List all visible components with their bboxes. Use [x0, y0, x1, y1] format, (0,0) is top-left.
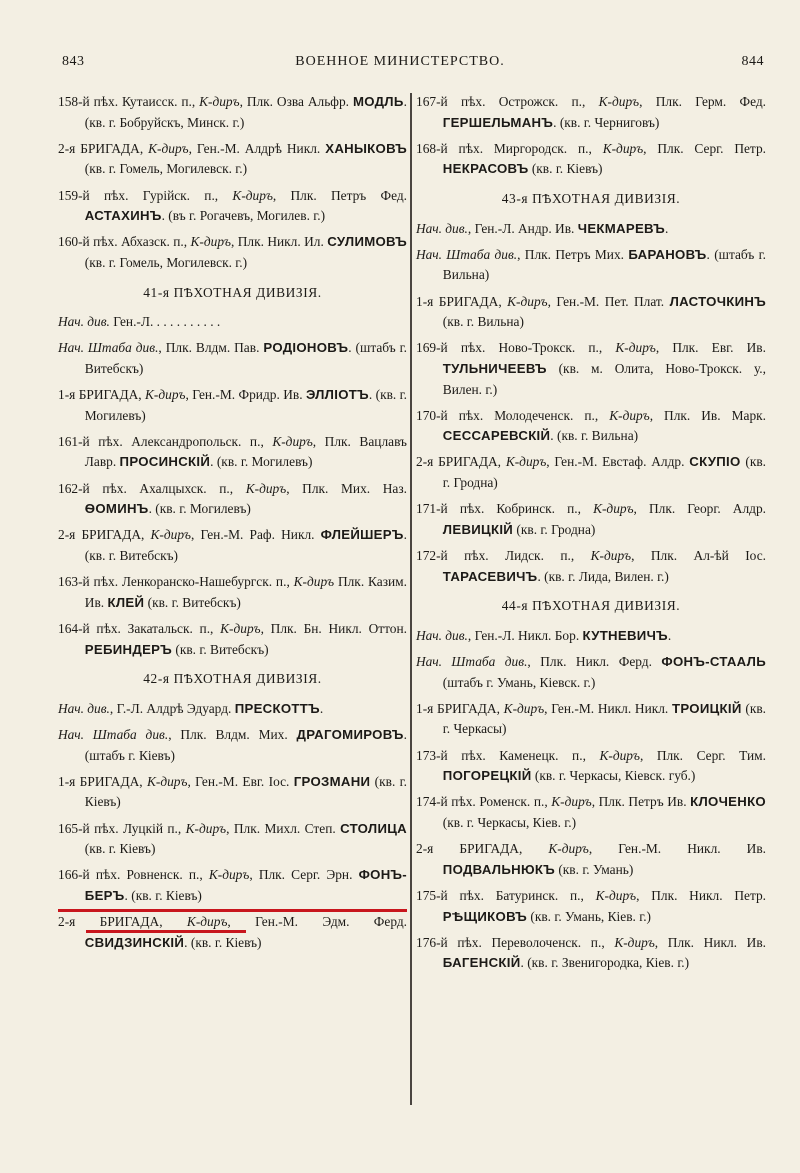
entry-text: 161-й пѣх. Александропольск. п., — [58, 433, 273, 449]
surname: ЭЛЛІОТЪ — [305, 387, 369, 403]
unit-entry — [416, 139, 766, 180]
surname: ТРОИЦКІЙ — [672, 700, 742, 716]
entry-text: . (кв. г. Могилевъ) — [84, 387, 407, 423]
entry-text: 2-я БРИГАДА, — [416, 454, 506, 470]
entry-text: Плк. Казим. Ив. — [84, 574, 407, 610]
title-abbreviation: Нач. див. — [416, 627, 468, 643]
title-abbreviation: Нач. Штаба див. — [416, 654, 528, 669]
title-abbreviation: К-диръ — [272, 433, 313, 449]
entry-text: , Плк. Петръ Мих. — [517, 246, 629, 262]
entry-text: , Ген.-М. Пет. Плат. — [547, 293, 670, 309]
red-underline-annotation — [58, 909, 407, 912]
entry-text: . (кв. г. Черниговъ) — [553, 114, 660, 130]
entry-text: 170-й пѣх. Молодеченск. п., — [416, 407, 610, 423]
surname: СУЛИМОВЪ — [327, 234, 407, 250]
unit-entry — [58, 699, 407, 720]
entry-text: 159-й пѣх. Гурійск. п., — [58, 187, 233, 203]
red-underline-annotation — [86, 930, 246, 933]
unit-entry — [416, 886, 766, 927]
unit-entry — [58, 525, 407, 566]
entry-text: (кв. г. Черкасы, Кіевск. губ.) — [531, 768, 696, 784]
title-abbreviation: К-диръ — [208, 867, 250, 883]
entry-text: , Ген.-М. Эдм. Ферд. — [227, 914, 408, 930]
surname: СТОЛИЦА — [340, 820, 407, 836]
surname: ТУЛЬНИЧЕЕВЪ — [442, 360, 547, 376]
surname: ХАНЫКОВЪ — [325, 140, 408, 156]
entry-text: . — [319, 700, 324, 716]
unit-entry — [58, 432, 407, 473]
surname: НЕКРАСОВЪ — [442, 161, 529, 177]
surname: ПОГОРЕЦКІЙ — [442, 768, 532, 784]
unit-entry — [416, 652, 766, 693]
entry-text: , Плк. Никл. Петр. — [636, 887, 766, 903]
entry-text: , Плк. Георг. Алдр. — [633, 501, 766, 517]
entry-text: 2-я БРИГАДА, — [416, 841, 549, 857]
column-divider — [410, 93, 412, 1105]
title-abbreviation: Нач. Штаба див. — [58, 726, 169, 742]
surname: РѢЩИКОВЪ — [442, 908, 528, 924]
entry-text: . (кв. г. Лида, Вилен. г.) — [537, 568, 669, 584]
entry-text: . (штабъ г. Кіевъ) — [84, 726, 407, 763]
unit-entry — [58, 725, 407, 766]
title-abbreviation: К-диръ — [599, 747, 640, 763]
surname: СЕССАРЕВСКІЙ — [442, 428, 551, 444]
title-abbreviation: К-диръ — [593, 501, 634, 517]
unit-entry — [416, 338, 766, 400]
entry-text: . (кв. г. Витебскъ) — [84, 527, 407, 564]
title-abbreviation: К-диръ — [199, 94, 240, 109]
unit-entry — [416, 245, 766, 286]
surname: ФОНЪ-БЕРЪ — [84, 867, 407, 903]
entry-text: 171-й пѣх. Кобринск. п., — [416, 501, 594, 517]
entry-text: 175-й пѣх. Батуринск. п., — [416, 887, 596, 903]
entry-text: , Ген.-М. Фридр. Ив. — [185, 387, 306, 403]
title-abbreviation: Нач. Штаба див. — [416, 246, 518, 262]
unit-entry — [416, 92, 766, 133]
surname: РЕБИНДЕРЪ — [84, 641, 173, 657]
entry-text: (кв. г. Гродна) — [442, 454, 766, 491]
entry-text: , Ген.-М. Никл. Ив. — [588, 841, 767, 857]
entry-text: , Плк. Никл. Ферд. — [527, 654, 662, 669]
surname: МОДЛЬ — [352, 94, 404, 109]
title-abbreviation: К-диръ — [590, 548, 632, 564]
title-abbreviation: К-диръ — [186, 914, 228, 930]
entry-text: , Плк. Никл. Ил. — [230, 234, 328, 250]
entry-text: 167-й пѣх. Острожск. п., — [416, 94, 599, 109]
entry-text: (кв. г. Умань, Кіев. г.) — [527, 908, 652, 924]
entry-text: , Плк. Петръ Фед. — [272, 187, 407, 203]
surname: ТАРАСЕВИЧЪ — [442, 568, 538, 584]
entry-text: (кв. г. Гродна) — [513, 521, 596, 537]
unit-entry — [58, 232, 407, 273]
entry-text: , Ген.-Л. Никл. Бор. — [467, 627, 583, 643]
unit-entry — [416, 839, 766, 880]
unit-entry — [416, 626, 766, 647]
unit-entry — [416, 792, 766, 833]
left-column — [58, 92, 407, 959]
unit-entry — [58, 92, 407, 133]
title-abbreviation: К-диръ — [293, 574, 335, 590]
entry-text: , Плк. Вацлавъ Лавр. — [84, 433, 407, 470]
unit-entry — [416, 452, 766, 493]
entry-text: , Плк. Евг. Ив. — [655, 340, 766, 356]
unit-entry — [416, 292, 766, 333]
surname: ЛАСТОЧКИНЪ — [669, 293, 766, 309]
title-abbreviation: К-диръ — [505, 454, 547, 470]
entry-text: . (штабъ г. Вильна) — [442, 246, 766, 283]
division-heading: 42-я ПѢХОТНАЯ ДИВИЗІЯ. — [143, 671, 322, 687]
entry-text: , Плк. Ал-ѣй Іос. — [631, 548, 766, 564]
title-abbreviation: Нач. див. — [58, 700, 110, 716]
unit-entry — [58, 312, 407, 333]
entry-text: , Плк. Серг. Тим. — [639, 747, 767, 763]
surname: КУТНЕВИЧЪ — [582, 627, 668, 643]
unit-entry — [58, 819, 407, 860]
entry-text: 174-й пѣх. Роменск. п., — [416, 794, 552, 810]
entry-text: . (штабъ г. Витебскъ) — [84, 340, 407, 376]
unit-entry — [58, 865, 407, 906]
title-abbreviation: К-диръ — [615, 340, 656, 356]
surname: ПРЕСКОТТЪ — [234, 700, 320, 716]
surname: БАГЕНСКІЙ — [442, 955, 521, 971]
surname: ГЕРШЕЛЬМАНЪ — [442, 114, 554, 130]
surname: ПРОСИНСКІЙ — [119, 454, 211, 470]
surname: ЧЕКМАРЕВЪ — [577, 220, 665, 236]
entry-text: , Плк. Никл. Ив. — [654, 934, 767, 950]
unit-entry — [416, 933, 766, 974]
entry-text: (кв. г. Черкасы) — [442, 700, 767, 737]
running-header — [0, 50, 800, 76]
entry-text: , Плк. Герм. Фед. — [639, 94, 766, 109]
entry-text: 176-й пѣх. Переволоченск. п., — [416, 934, 615, 950]
entry-text: , Г.-Л. Алдрѣ Эдуард. — [109, 700, 235, 716]
entry-text: , Плк. Влдм. Пав. — [158, 340, 264, 356]
title-abbreviation: К-диръ — [146, 773, 188, 789]
entry-text: , Ген.-Л. Андр. Ив. — [467, 220, 578, 236]
unit-entry — [58, 479, 407, 520]
title-abbreviation: К-диръ — [232, 187, 273, 203]
entry-text: (кв. г. Черкасы, Кіев. г.) — [442, 814, 577, 830]
unit-entry — [416, 499, 766, 540]
entry-text: 2-я БРИГАДА, — [58, 914, 187, 930]
surname: ГРОЗМАНИ — [293, 773, 371, 789]
surname: ФОНЪ-СТААЛЬ — [661, 654, 766, 669]
title-abbreviation: К-диръ — [185, 820, 227, 836]
surname: ДРАГОМИРОВЪ — [296, 726, 404, 742]
entry-text: 162-й пѣх. Ахалцыхск. п., — [58, 480, 246, 496]
title-abbreviation: К-диръ — [503, 700, 545, 716]
entry-text: , Ген.-М. Раф. Никл. — [191, 527, 321, 543]
title-abbreviation: К-диръ — [614, 934, 655, 950]
entry-text: (кв. г. Умань) — [554, 861, 634, 877]
surname: ПОДВАЛЬНЮКЪ — [442, 861, 555, 877]
title-abbreviation: Нач. Штаба див. — [58, 340, 159, 356]
entry-text: 1-я БРИГАДА, — [416, 700, 504, 716]
entry-text: (кв. м. Олита, Ново-Трокск. у., Вилен. г.) — [442, 360, 766, 397]
entry-text: , Плк. Озва Альфр. — [239, 94, 353, 109]
title-abbreviation: Нач. див. — [58, 314, 110, 330]
title-abbreviation: К-диръ — [598, 94, 640, 109]
unit-entry — [58, 186, 407, 227]
surname: СКУПІО — [689, 454, 741, 470]
title-abbreviation: Нач. див. — [416, 220, 468, 236]
entry-text: , Ген.-М. Алдрѣ Никл. — [188, 140, 326, 156]
title-abbreviation: К-диръ — [148, 140, 189, 156]
entry-text: . (кв. г. Бобруйскъ, Минск. г.) — [84, 94, 407, 130]
entry-text: . (кв. г. Звенигородка, Кіев. г.) — [520, 955, 690, 971]
surname: ѲОМИНЪ — [84, 501, 149, 517]
entry-text: , Плк. Серг. Эрн. — [249, 867, 359, 883]
title-abbreviation: К-диръ — [220, 621, 261, 636]
entry-text: 165-й пѣх. Луцкій п., — [58, 820, 186, 836]
entry-text: (кв. г. Витебскъ) — [172, 641, 269, 657]
entry-text: 160-й пѣх. Абхазск. п., — [58, 234, 191, 250]
entry-text: 164-й пѣх. Закатальск. п., — [58, 621, 221, 636]
surname: СВИДЗИНСКІЙ — [84, 934, 185, 950]
entry-text: Ген.-Л. . . . . . . . . . . — [109, 314, 221, 330]
entry-text: (кв. г. Кіевъ) — [84, 773, 407, 810]
entry-text: , Плк. Михл. Степ. — [226, 820, 341, 836]
entry-text: , Плк. Бн. Никл. Оттон. — [260, 621, 407, 636]
running-title: ВОЕННОЕ МИНИСТЕРСТВО. — [295, 54, 505, 69]
entry-text: 1-я БРИГАДА, — [58, 773, 147, 789]
title-abbreviation: К-диръ — [150, 527, 191, 543]
entry-text: 158-й пѣх. Кутаисск. п., — [58, 94, 200, 109]
entry-text: . — [665, 220, 669, 236]
unit-entry — [58, 572, 407, 613]
surname: АСТАХИНЪ — [84, 208, 162, 224]
entry-text: , Плк. Влдм. Мих. — [168, 726, 297, 742]
entry-text: (кв. г. Гомель, Могилевск. г.) — [84, 254, 248, 270]
entry-text: 2-я БРИГАДА, — [58, 140, 149, 156]
unit-entry — [58, 619, 407, 660]
division-heading: 43-я ПѢХОТНАЯ ДИВИЗІЯ. — [501, 190, 681, 206]
entry-text: 163-й пѣх. Ленкоранско-Нашебургск. п., — [58, 574, 294, 590]
entry-text: 172-й пѣх. Лидск. п., — [416, 548, 591, 564]
entry-text: 169-й пѣх. Ново-Трокск. п., — [416, 340, 616, 356]
unit-entry — [416, 546, 766, 587]
entry-text: , Плк. Ив. Марк. — [649, 407, 766, 423]
unit-entry — [58, 772, 407, 813]
entry-text: . (кв. г. Кіевъ) — [184, 934, 262, 950]
entry-text: (кв. г. Вильна) — [442, 314, 524, 330]
unit-entry — [58, 385, 407, 426]
surname: КЛЕЙ — [107, 594, 145, 610]
entry-text: (кв. г. Гомель, Могилевск. г.) — [84, 161, 248, 177]
title-abbreviation: К-диръ — [602, 140, 644, 156]
entry-text: . (кв. г. Могилевъ) — [210, 454, 313, 470]
title-abbreviation: К-диръ — [145, 387, 186, 403]
entry-text: 1-я БРИГАДА, — [416, 293, 508, 309]
entry-text: 168-й пѣх. Миргородск. п., — [416, 140, 603, 156]
entry-text: 166-й пѣх. Ровненск. п., — [58, 867, 209, 883]
entry-text: 1-я БРИГАДА, — [58, 387, 146, 403]
title-abbreviation: К-диръ — [595, 887, 637, 903]
title-abbreviation: К-диръ — [245, 480, 287, 496]
title-abbreviation: К-диръ — [548, 841, 589, 857]
entry-text: . (кв. г. Могилевъ) — [148, 501, 251, 517]
title-abbreviation: К-диръ — [190, 234, 231, 250]
entry-text: , Ген.-М. Евстаф. Алдр. — [546, 454, 690, 470]
unit-entry — [58, 139, 407, 180]
unit-entry — [416, 746, 766, 787]
unit-entry — [416, 219, 766, 240]
title-abbreviation: К-диръ — [609, 407, 650, 423]
page-number-left: 843 — [62, 54, 85, 69]
right-column — [416, 92, 766, 979]
division-heading: 44-я ПѢХОТНАЯ ДИВИЗІЯ. — [501, 598, 681, 614]
unit-entry — [58, 912, 407, 953]
entry-text: (кв. г. Витебскъ) — [144, 594, 241, 610]
unit-entry — [416, 699, 766, 740]
surname: КЛОЧЕНКО — [690, 794, 766, 810]
page-number-right: 844 — [741, 54, 764, 69]
entry-text: , Плк. Серг. Петр. — [643, 140, 766, 156]
entry-text: 2-я БРИГАДА, — [58, 527, 151, 543]
surname: ФЛЕЙШЕРЪ — [320, 527, 404, 543]
surname: РОДІОНОВЪ — [263, 340, 349, 356]
entry-text: . (въ г. Рогачевъ, Могилев. г.) — [161, 208, 326, 224]
surname: ЛЕВИЦКІЙ — [442, 521, 514, 537]
entry-text: , Плк. Петръ Ив. — [591, 794, 691, 810]
entry-text: , Плк. Мих. Наз. — [286, 480, 407, 496]
entry-text: (кв. г. Кіевъ) — [528, 161, 603, 177]
entry-text: 173-й пѣх. Каменецк. п., — [416, 747, 600, 763]
entry-text: . (кв. г. Вильна) — [550, 428, 639, 444]
entry-text: . — [667, 627, 672, 643]
title-abbreviation: К-диръ — [507, 293, 548, 309]
entry-text: , Ген.-М. Евг. Іос. — [187, 773, 294, 789]
entry-text: , Ген.-М. Никл. Никл. — [544, 700, 673, 716]
division-heading: 41-я ПѢХОТНАЯ ДИВИЗІЯ. — [143, 284, 322, 300]
surname: БАРАНОВЪ — [628, 246, 707, 262]
title-abbreviation: К-диръ — [551, 794, 592, 810]
entry-text: (кв. г. Кіевъ) — [84, 841, 156, 857]
entry-text: (штабъ г. Умань, Кіевск. г.) — [442, 674, 596, 690]
entry-text: . (кв. г. Кіевъ) — [124, 887, 202, 903]
unit-entry — [58, 338, 407, 379]
unit-entry — [416, 406, 766, 447]
